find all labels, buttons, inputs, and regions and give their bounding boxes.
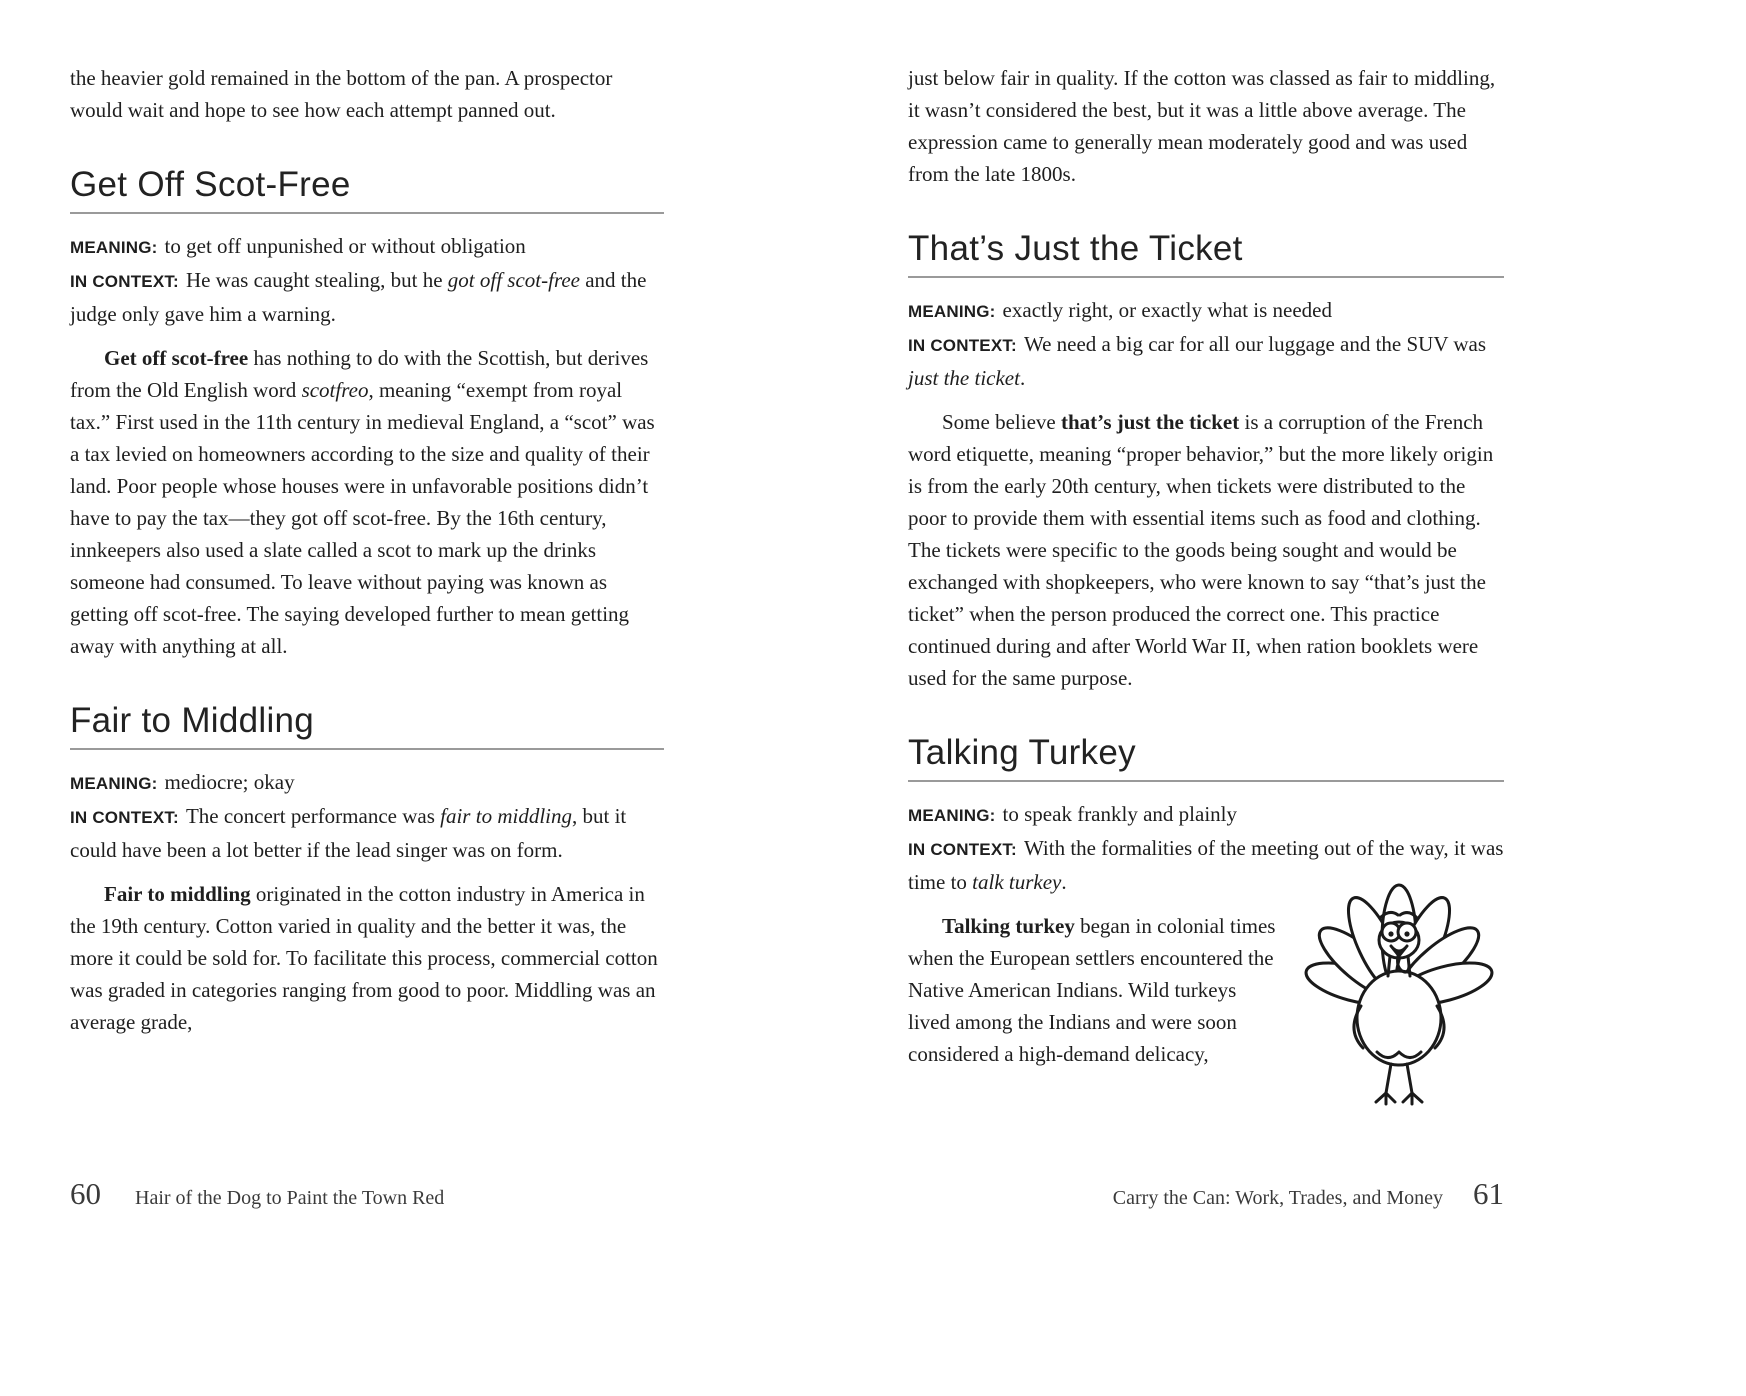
- context-row: [70, 800, 664, 866]
- section-fair-to-middling: [70, 702, 664, 1038]
- talking-turkey-body-wrap: [908, 910, 1504, 1070]
- meaning-label: MEANING:: [908, 806, 996, 825]
- text-segment: scotfreo: [301, 378, 369, 402]
- section-heading: Fair to Middling: [70, 701, 315, 740]
- continued-paragraph: just below fair in quality. If the cotton was classed as fair to middling, it wasn’t considered the best, but it was a little above average. The expression came to generally mean moderately good and was used from the late 1800s.: [908, 66, 1496, 186]
- meaning-text: to speak frankly and plainly: [1002, 802, 1237, 826]
- text-segment: got off scot-free: [447, 268, 580, 292]
- meaning-row: [70, 230, 664, 264]
- page-number: 60: [70, 1176, 101, 1211]
- text-segment: has nothing to do with the Scottish, but derives from the Old English word: [70, 346, 649, 402]
- context-label: IN CONTEXT:: [908, 336, 1017, 355]
- context-row: [908, 328, 1504, 394]
- meaning-text: mediocre; okay: [164, 770, 295, 794]
- text-segment: , meaning “exempt from royal tax.” First used in the 11th century in medieval England, a “scot” was a tax levied on homeowners according to the size and quality of their land. Poor people whose houses were in unfavorable positions didn’t have to pay the tax—they got off scot-free. By the 16th century, innkeepers also used a slate called a scot to mark up the drinks someone had consumed. To leave without paying was known as getting off scot-free. The saying developed further to mean getting away with anything at all.: [70, 378, 655, 658]
- text-segment: We need a big car for all our luggage and the SUV was: [1023, 332, 1487, 356]
- section-get-off-scot-free: [70, 166, 664, 662]
- page-number: 61: [1473, 1176, 1504, 1211]
- meaning-row: [908, 294, 1504, 328]
- continued-paragraph: the heavier gold remained in the bottom of the pan. A prospector would wait and hope to see how each attempt panned out.: [70, 66, 613, 122]
- section-thats-just-the-ticket: [908, 230, 1504, 694]
- turkey-illustration: [1294, 868, 1504, 1118]
- text-segment: talk turkey: [972, 870, 1062, 894]
- text-segment: is a corruption of the French word etiquette, meaning “proper behavior,” but the more likely origin is from the early 20th century, when tickets were distributed to the poor to provide them with essential items such as food and clothing. The tickets were specific to the goods being sought and would be exchanged with shopkeepers, who were known to say “that’s just the ticket” when the person produced the correct one. This practice continued during and after World War II, when ration booklets were used for the same purpose.: [908, 410, 1494, 690]
- running-title: Hair of the Dog to Paint the Town Red: [135, 1187, 445, 1209]
- context-label: IN CONTEXT:: [70, 808, 179, 827]
- text-segment: With the formalities of the meeting out of the way, it was time to: [908, 836, 1504, 894]
- text-segment: originated in the cotton industry in America in the 19th century. Cotton varied in quality and the better it was, the more it could be sold for. To facilitate this process, commercial cotton was graded in categories ranging from good to poor. Middling was an average grade,: [70, 882, 658, 1034]
- section-talking-turkey: [908, 734, 1504, 1070]
- text-segment: .: [1061, 870, 1067, 894]
- left-page-footer: [70, 1176, 444, 1212]
- section-body: [70, 878, 664, 1038]
- meaning-text: to get off unpunished or without obligation: [164, 234, 526, 258]
- text-segment: and the judge only gave him a warning.: [70, 268, 647, 326]
- right-page-content: [908, 0, 1504, 1070]
- left-page-content: [70, 0, 664, 1038]
- right-page-footer: [908, 1176, 1504, 1212]
- section-heading: Talking Turkey: [908, 733, 1136, 772]
- text-segment: fair to middling: [440, 804, 572, 828]
- meaning-label: MEANING:: [908, 302, 996, 321]
- meaning-row: [70, 766, 664, 800]
- heading-rule: [70, 748, 664, 750]
- text-segment: just the ticket: [908, 366, 1020, 390]
- text-segment: Some believe: [942, 410, 1061, 434]
- running-title: Carry the Can: Work, Trades, and Money: [1112, 1187, 1443, 1209]
- text-segment: that’s just the ticket: [1060, 410, 1240, 434]
- meaning-label: MEANING:: [70, 774, 158, 793]
- meaning-text: exactly right, or exactly what is needed: [1002, 298, 1333, 322]
- text-segment: He was caught stealing, but he: [185, 268, 448, 292]
- heading-rule: [908, 780, 1504, 782]
- meaning-row: [908, 798, 1504, 832]
- text-segment: .: [1019, 366, 1026, 390]
- section-body: [908, 406, 1504, 694]
- context-label: IN CONTEXT:: [908, 840, 1017, 859]
- text-segment: The concert performance was: [185, 804, 441, 828]
- text-segment: Talking turkey: [942, 914, 1075, 938]
- heading-rule: [70, 212, 664, 214]
- text-segment: Get off scot-free: [104, 346, 249, 370]
- meaning-label: MEANING:: [70, 238, 158, 257]
- text-segment: Fair to middling: [104, 882, 251, 906]
- context-row: [70, 264, 664, 330]
- section-body: [70, 342, 664, 662]
- heading-rule: [908, 276, 1504, 278]
- text-segment: began in colonial times when the European settlers encountered the Native American Indians. Wild turkeys lived among the Indians and were soon considered a high-demand delicacy,: [908, 914, 1276, 1066]
- text-segment: , but it could have been a lot better if the lead singer was on form.: [70, 804, 627, 862]
- context-label: IN CONTEXT:: [70, 272, 179, 291]
- section-heading: Get Off Scot-Free: [70, 165, 351, 204]
- section-heading: That’s Just the Ticket: [908, 229, 1243, 268]
